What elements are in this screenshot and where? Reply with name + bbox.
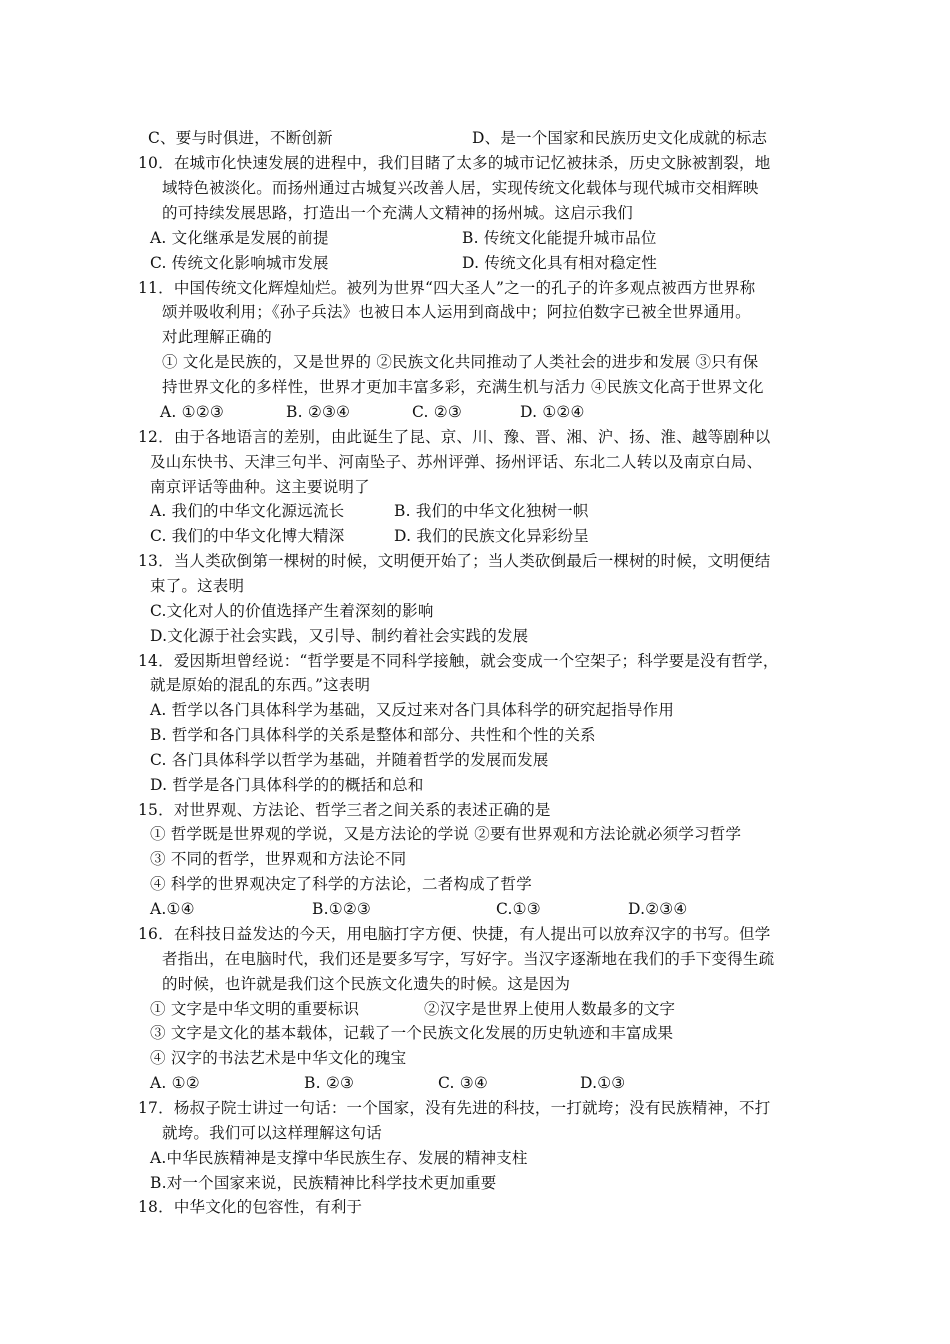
q9-option-c: C、要与时俱进，不断创新 (148, 129, 333, 147)
q12-stem-line-3: 南京评话等曲种。这主要说明了 (150, 478, 370, 496)
q12-option-d: D. 我们的民族文化异彩纷呈 (394, 527, 590, 545)
q11-stem-line-3: 对此理解正确的 (162, 328, 272, 346)
q13-option-d: D.文化源于社会实践，又引导、制约着社会实践的发展 (150, 627, 529, 645)
q11-statements-line-2: 持世界文化的多样性，世界才更加丰富多彩，充满生机与活力 ④民族文化高于世界文化 (162, 378, 764, 396)
q10-stem-line-1: 10．在城市化快速发展的进程中，我们目睹了太多的城市记忆被抹杀，历史文脉被割裂，地 (138, 154, 771, 172)
q15-statement-3: ③ 不同的哲学，世界观和方法论不同 (150, 850, 407, 868)
q10-option-c: C. 传统文化影响城市发展 (150, 254, 329, 272)
q14-stem-line-1: 14．爱因斯坦曾经说：“哲学要是不同科学接触，就会变成一个空架子；科学要是没有哲学， (138, 652, 779, 670)
q12-option-c: C. 我们的中华文化博大精深 (150, 527, 345, 545)
q12-stem-line-2: 及山东快书、天津三句半、河南坠子、苏州评弹、扬州评话、东北二人转以及南京白局、 (150, 453, 763, 471)
q14-option-b: B. 哲学和各门具体科学的关系是整体和部分、共性和个性的关系 (150, 726, 596, 744)
q16-stem-line-3: 的时候，也许就是我们这个民族文化遗失的时候。这是因为 (162, 975, 571, 993)
q12-option-a: A. 我们的中华文化源远流长 (150, 502, 345, 520)
q17-option-b: B.对一个国家来说，民族精神比科学技术更加重要 (150, 1174, 497, 1192)
q11-option-a: A. ①②③ (160, 403, 224, 421)
q15-option-d: D.②③④ (628, 900, 688, 918)
q15-stem: 15．对世界观、方法论、哲学三者之间关系的表述正确的是 (138, 801, 551, 819)
q16-option-c: C. ③④ (438, 1074, 488, 1092)
q11-option-b: B. ②③④ (286, 403, 351, 421)
q14-option-a: A. 哲学以各门具体科学为基础，又反过来对各门具体科学的研究起指导作用 (150, 701, 675, 719)
q13-stem-line-2: 束了。这表明 (150, 577, 245, 595)
q15-option-c: C.①③ (496, 900, 541, 918)
q17-stem-line-2: 就垮。我们可以这样理解这句话 (162, 1124, 382, 1142)
q17-option-a: A.中华民族精神是支撑中华民族生存、发展的精神支柱 (150, 1149, 528, 1167)
q16-stem-line-1: 16．在科技日益发达的今天，用电脑打字方便、快捷，有人提出可以放弃汉字的书写。但学 (138, 925, 771, 943)
q16-stem-line-2: 者指出，在电脑时代，我们还是要多写字，写好字。当汉字逐渐地在我们的手下变得生疏 (162, 950, 775, 968)
q10-stem-line-2: 域特色被淡化。而扬州通过古城复兴改善人居，实现传统文化载体与现代城市交相辉映 (162, 179, 759, 197)
q9-option-d: D、是一个国家和民族历史文化成就的标志 (472, 129, 768, 147)
q14-option-d: D. 哲学是各门具体科学的的概括和总和 (150, 776, 424, 794)
q15-statement-4: ④ 科学的世界观决定了科学的方法论，二者构成了哲学 (150, 875, 532, 893)
q16-statement-1: ① 文字是中华文明的重要标识 (150, 1000, 360, 1018)
q15-statements-line-1: ① 哲学既是世界观的学说，又是方法论的学说 ②要有世界观和方法论就必须学习哲学 (150, 825, 742, 843)
q17-stem-line-1: 17．杨叔子院士讲过一句话：一个国家，没有先进的科技，一打就垮；没有民族精神，不打 (138, 1099, 771, 1117)
q11-statements-line-1: ① 文化是民族的，又是世界的 ②民族文化共同推动了人类社会的进步和发展 ③只有保 (162, 353, 759, 371)
q14-stem-line-2: 就是原始的混乱的东西。”这表明 (150, 676, 371, 694)
q15-option-a: A.①④ (150, 900, 195, 918)
q16-statement-4: ④ 汉字的书法艺术是中华文化的瑰宝 (150, 1049, 407, 1067)
q16-option-d: D.①③ (580, 1074, 626, 1092)
q13-stem-line-1: 13．当人类砍倒第一棵树的时候，文明便开始了；当人类砍倒最后一棵树的时候，文明便结 (138, 552, 771, 570)
q14-option-c: C. 各门具体科学以哲学为基础，并随着哲学的发展而发展 (150, 751, 549, 769)
q10-option-b: B. 传统文化能提升城市品位 (462, 229, 657, 247)
q12-stem-line-1: 12．由于各地语言的差别，由此诞生了昆、京、川、豫、晋、湘、沪、扬、淮、越等剧种以 (138, 428, 771, 446)
q15-option-b: B.①②③ (312, 900, 372, 918)
q16-statement-2: ②汉字是世界上使用人数最多的文字 (424, 1000, 676, 1018)
q18-stem: 18．中华文化的包容性，有利于 (138, 1198, 363, 1216)
q12-option-b: B. 我们的中华文化独树一帜 (394, 502, 589, 520)
q11-option-c: C. ②③ (412, 403, 462, 421)
q10-stem-line-3: 的可持续发展思路，打造出一个充满人文精神的扬州城。这启示我们 (162, 204, 634, 222)
q10-option-a: A. 文化继承是发展的前提 (150, 229, 329, 247)
q13-option-c: C.文化对人的价值选择产生着深刻的影响 (150, 602, 434, 620)
q16-option-a: A. ①② (150, 1074, 200, 1092)
q16-option-b: B. ②③ (304, 1074, 355, 1092)
q10-option-d: D. 传统文化具有相对稳定性 (462, 254, 658, 272)
q16-statement-3: ③ 文字是文化的基本载体，记载了一个民族文化发展的历史轨迹和丰富成果 (150, 1024, 674, 1042)
q11-stem-line-2: 颂并吸收利用；《孙子兵法》也被日本人运用到商战中；阿拉伯数字已被全世界通用。 (162, 303, 751, 321)
q11-option-d: D. ①②④ (520, 403, 585, 421)
q11-stem-line-1: 11．中国传统文化辉煌灿烂。被列为世界“四大圣人”之一的孔子的许多观点被西方世界称 (138, 279, 756, 297)
